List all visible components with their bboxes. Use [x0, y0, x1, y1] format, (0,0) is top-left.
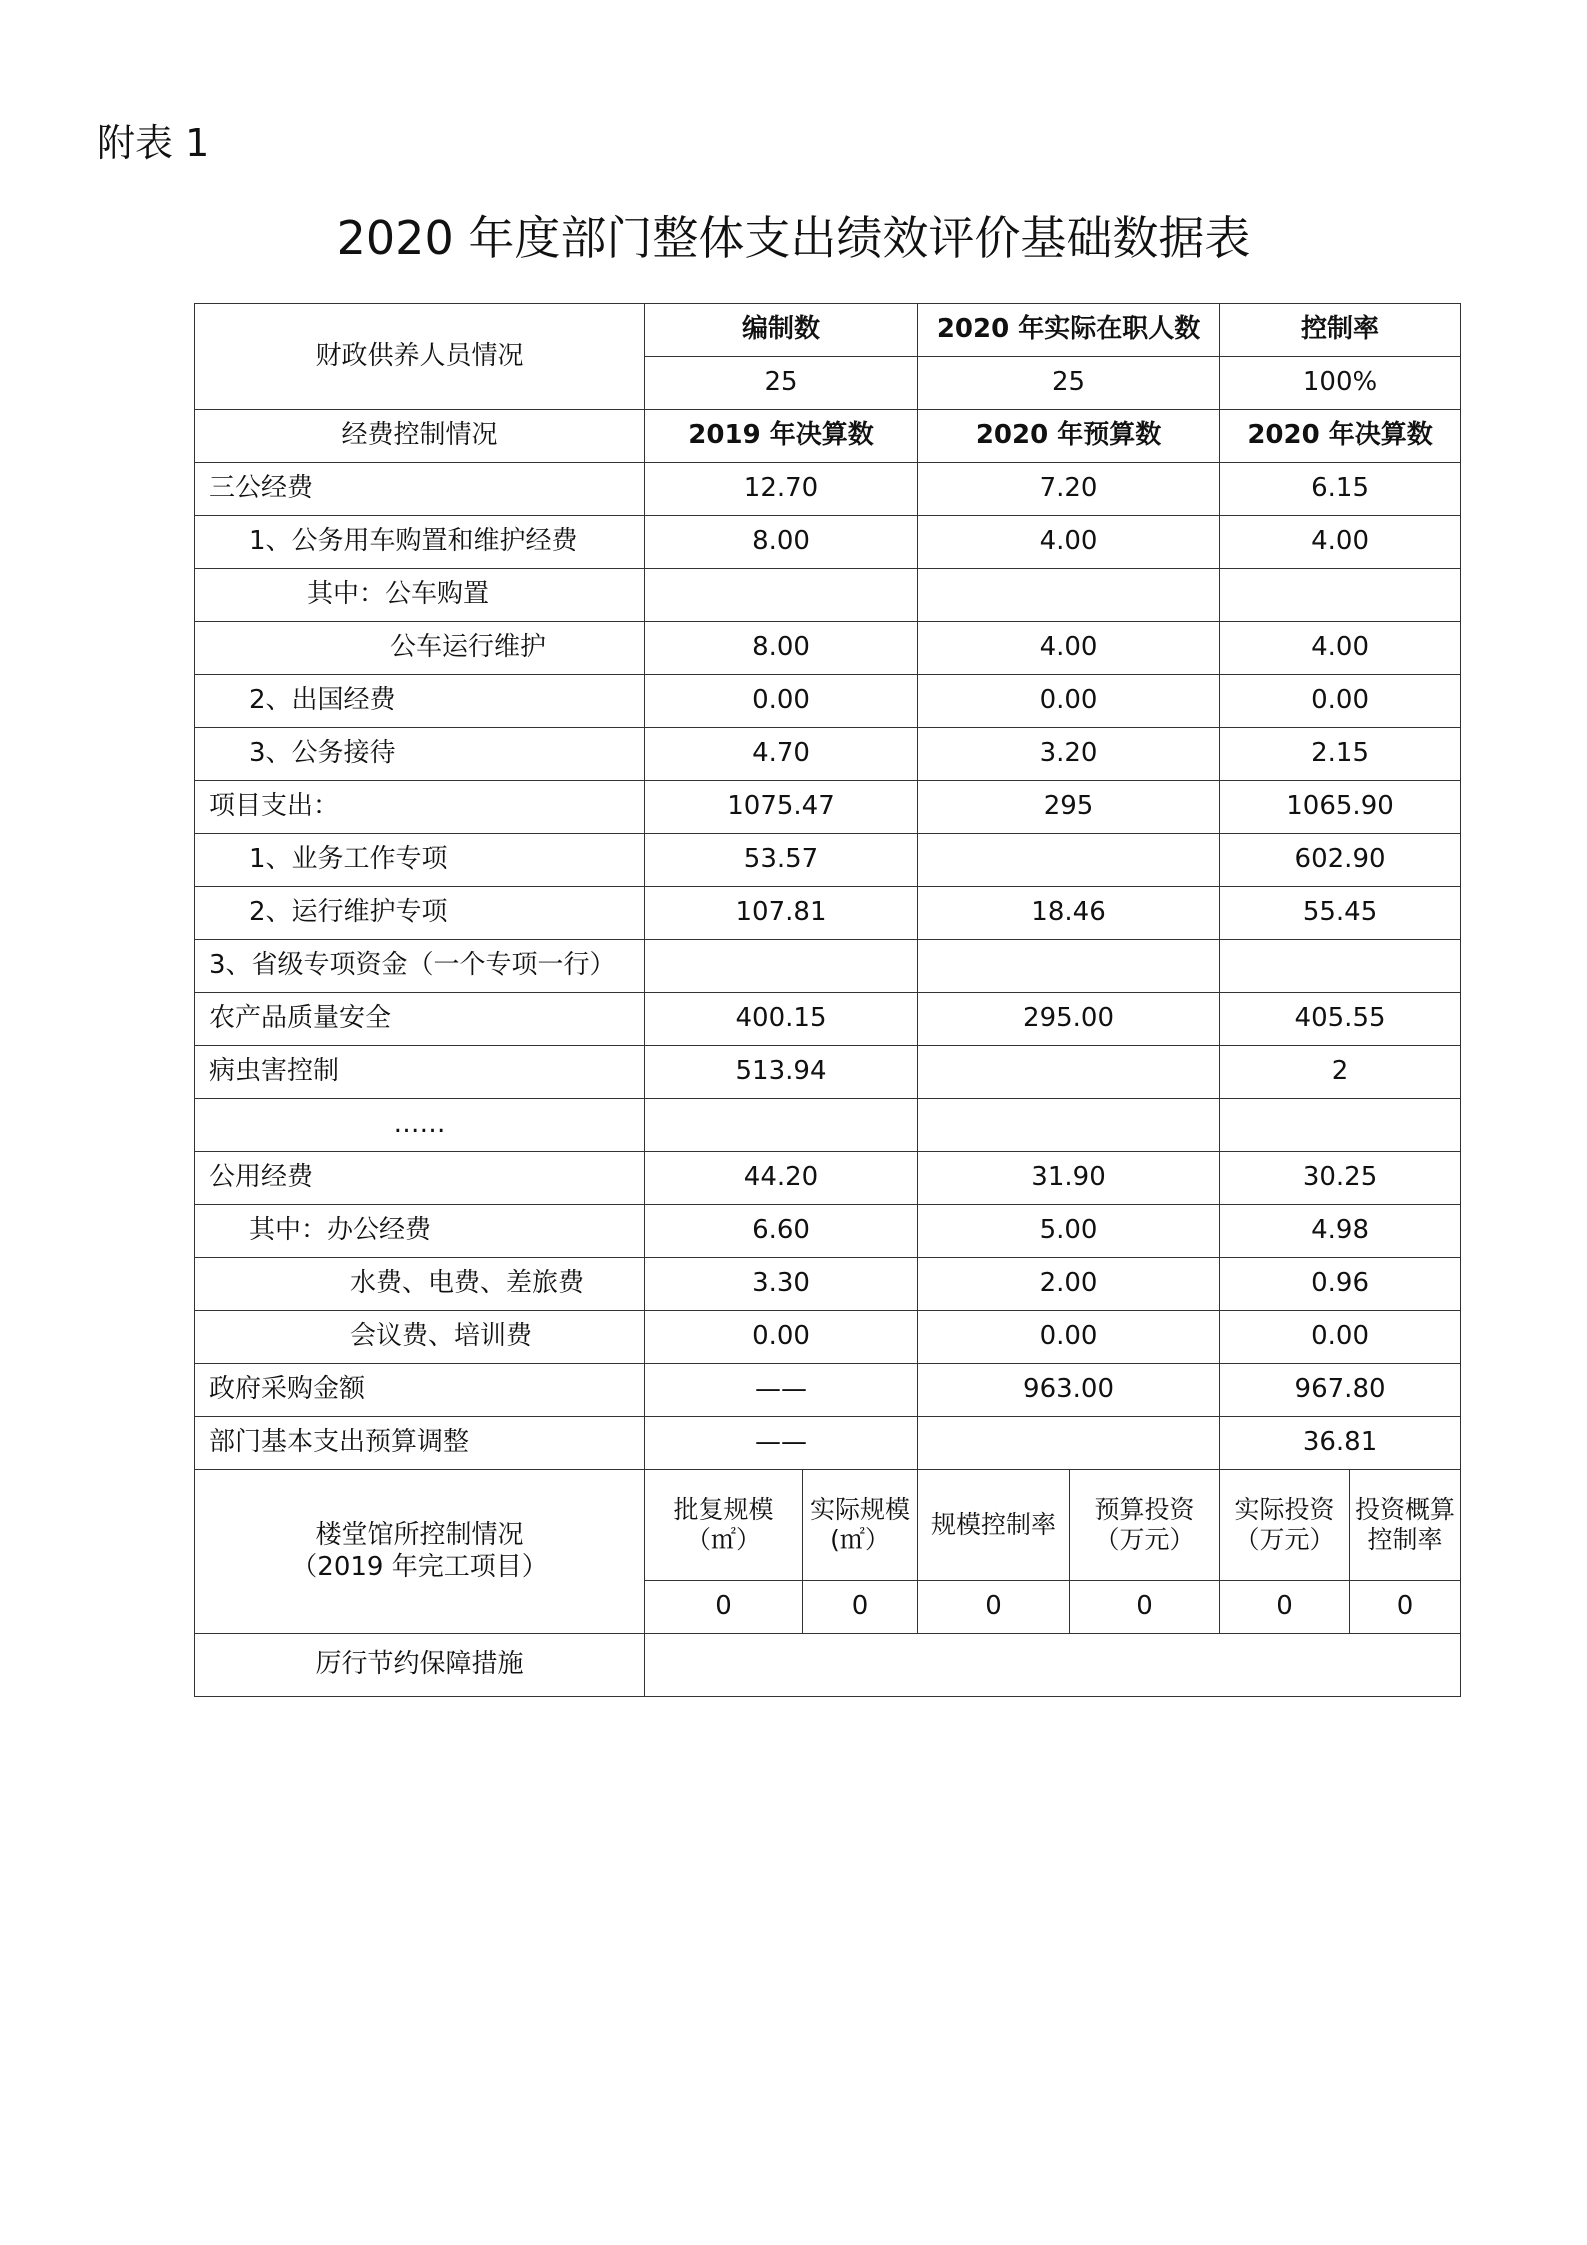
- funds-label: 经费控制情况: [195, 410, 645, 463]
- cell-value: 30.25: [1220, 1152, 1461, 1205]
- row-label: 政府采购金额: [195, 1364, 645, 1417]
- table-row: [195, 1099, 1461, 1152]
- building-value: 0: [918, 1581, 1070, 1634]
- cell-value: 4.00: [1220, 622, 1461, 675]
- building-header: 预算投资（万元）: [1070, 1470, 1220, 1581]
- cell-value: [1220, 1099, 1461, 1152]
- cell-value: 4.00: [918, 516, 1220, 569]
- building-value: 0: [1350, 1581, 1461, 1634]
- cell-value: 53.57: [645, 834, 918, 887]
- cell-value: ——: [645, 1364, 918, 1417]
- cell-value: 295.00: [918, 993, 1220, 1046]
- building-header: 批复规模（㎡）: [645, 1470, 803, 1581]
- cell-value: 0.00: [1220, 1311, 1461, 1364]
- cell-value: 3.20: [918, 728, 1220, 781]
- cell-value: [645, 1099, 918, 1152]
- cell-value: 0.00: [645, 1311, 918, 1364]
- table-row: [195, 516, 1461, 569]
- staff-value-rate: 100%: [1220, 357, 1461, 410]
- row-label: 水费、电费、差旅费: [195, 1258, 645, 1311]
- row-label: 1、业务工作专项: [195, 834, 645, 887]
- row-label: 2、运行维护专项: [195, 887, 645, 940]
- row-label: 项目支出：: [195, 781, 645, 834]
- cell-value: 0.00: [1220, 675, 1461, 728]
- savings-label: 厉行节约保障措施: [195, 1634, 645, 1697]
- row-label: 3、省级专项资金（一个专项一行）: [195, 940, 645, 993]
- funds-col-2019: 2019 年决算数: [645, 410, 918, 463]
- cell-value: 44.20: [645, 1152, 918, 1205]
- cell-value: 513.94: [645, 1046, 918, 1099]
- table-row: [195, 887, 1461, 940]
- cell-value: 4.00: [918, 622, 1220, 675]
- table-row: [195, 1417, 1461, 1470]
- page-title: 2020 年度部门整体支出绩效评价基础数据表: [336, 211, 1251, 265]
- cell-value: 4.70: [645, 728, 918, 781]
- row-label: 会议费、培训费: [195, 1311, 645, 1364]
- building-label-line2: （2019 年完工项目）: [291, 1551, 548, 1582]
- table-row: [195, 622, 1461, 675]
- row-label: 1、公务用车购置和维护经费: [195, 516, 645, 569]
- cell-value: [918, 569, 1220, 622]
- staff-header-actual: 2020 年实际在职人数: [918, 304, 1220, 357]
- cell-value: 4.00: [1220, 516, 1461, 569]
- table-row: [195, 728, 1461, 781]
- cell-value: 0.00: [918, 675, 1220, 728]
- row-label: 其中：办公经费: [195, 1205, 645, 1258]
- cell-value: 0.00: [918, 1311, 1220, 1364]
- cell-value: 31.90: [918, 1152, 1220, 1205]
- row-label: 三公经费: [195, 463, 645, 516]
- cell-value: 8.00: [645, 622, 918, 675]
- cell-value: 1075.47: [645, 781, 918, 834]
- row-label: 公用经费: [195, 1152, 645, 1205]
- cell-value: [918, 1099, 1220, 1152]
- cell-value: [1220, 569, 1461, 622]
- cell-value: 0.00: [645, 675, 918, 728]
- cell-value: ——: [645, 1417, 918, 1470]
- row-label: 其中：公车购置: [195, 569, 645, 622]
- appendix-label: 附表 1: [97, 121, 210, 165]
- cell-value: 107.81: [645, 887, 918, 940]
- row-label: 部门基本支出预算调整: [195, 1417, 645, 1470]
- building-header: 实际规模(㎡）: [803, 1470, 918, 1581]
- cell-value: 4.98: [1220, 1205, 1461, 1258]
- cell-value: 36.81: [1220, 1417, 1461, 1470]
- building-value: 0: [1220, 1581, 1350, 1634]
- table-row: [195, 1046, 1461, 1099]
- cell-value: [645, 940, 918, 993]
- staff-value-actual: 25: [918, 357, 1220, 410]
- cell-value: 967.80: [1220, 1364, 1461, 1417]
- table-row: [195, 834, 1461, 887]
- table-row: [195, 1258, 1461, 1311]
- cell-value: 405.55: [1220, 993, 1461, 1046]
- cell-value: 2.00: [918, 1258, 1220, 1311]
- cell-value: 400.15: [645, 993, 918, 1046]
- cell-value: [918, 940, 1220, 993]
- cell-value: 6.15: [1220, 463, 1461, 516]
- row-label: 公车运行维护: [195, 622, 645, 675]
- cell-value: 0.96: [1220, 1258, 1461, 1311]
- staff-label: 财政供养人员情况: [195, 304, 645, 410]
- data-table: [194, 303, 1461, 1697]
- building-header: 实际投资（万元）: [1220, 1470, 1350, 1581]
- cell-value: [918, 1417, 1220, 1470]
- building-value: 0: [1070, 1581, 1220, 1634]
- staff-value-quota: 25: [645, 357, 918, 410]
- table-row: [195, 1311, 1461, 1364]
- cell-value: 8.00: [645, 516, 918, 569]
- cell-value: 18.46: [918, 887, 1220, 940]
- savings-value: [645, 1634, 1461, 1697]
- cell-value: 602.90: [1220, 834, 1461, 887]
- table-row: [195, 675, 1461, 728]
- building-value: 0: [645, 1581, 803, 1634]
- row-label: 农产品质量安全: [195, 993, 645, 1046]
- cell-value: 2: [1220, 1046, 1461, 1099]
- cell-value: 7.20: [918, 463, 1220, 516]
- cell-value: 2.15: [1220, 728, 1461, 781]
- row-label: 2、出国经费: [195, 675, 645, 728]
- building-header: 规模控制率: [918, 1470, 1070, 1581]
- building-header: 投资概算控制率: [1350, 1470, 1461, 1581]
- funds-col-2020-budget: 2020 年预算数: [918, 410, 1220, 463]
- table-row: [195, 569, 1461, 622]
- cell-value: 295: [918, 781, 1220, 834]
- cell-value: 963.00: [918, 1364, 1220, 1417]
- table-row: [195, 1152, 1461, 1205]
- building-label-line1: 楼堂馆所控制情况: [315, 1520, 524, 1551]
- funds-col-2020-final: 2020 年决算数: [1220, 410, 1461, 463]
- cell-value: 6.60: [645, 1205, 918, 1258]
- table-row: [195, 781, 1461, 834]
- row-label: 病虫害控制: [195, 1046, 645, 1099]
- table-row: [195, 1205, 1461, 1258]
- row-label: 3、公务接待: [195, 728, 645, 781]
- building-value: 0: [803, 1581, 918, 1634]
- staff-header-rate: 控制率: [1220, 304, 1461, 357]
- cell-value: 5.00: [918, 1205, 1220, 1258]
- table-row: [195, 463, 1461, 516]
- staff-header-quota: 编制数: [645, 304, 918, 357]
- row-label: ……: [195, 1099, 645, 1152]
- cell-value: [918, 834, 1220, 887]
- table-row: [195, 993, 1461, 1046]
- table-row: [195, 940, 1461, 993]
- cell-value: [918, 1046, 1220, 1099]
- cell-value: [1220, 940, 1461, 993]
- building-label: [195, 1470, 645, 1634]
- cell-value: 12.70: [645, 463, 918, 516]
- cell-value: 3.30: [645, 1258, 918, 1311]
- cell-value: [645, 569, 918, 622]
- table-row: [195, 1364, 1461, 1417]
- cell-value: 1065.90: [1220, 781, 1461, 834]
- cell-value: 55.45: [1220, 887, 1461, 940]
